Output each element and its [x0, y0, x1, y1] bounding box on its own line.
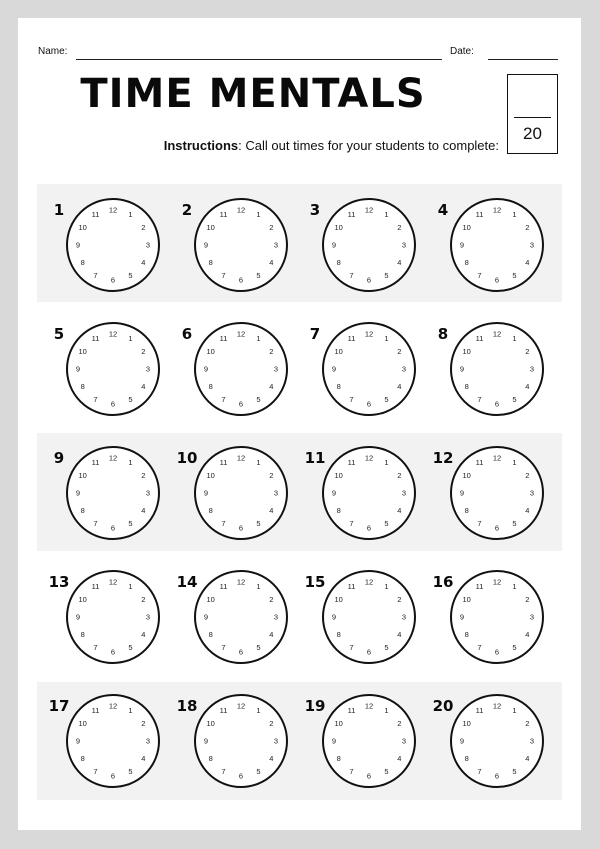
name-label: Name:	[38, 46, 68, 57]
clock-number: 11	[347, 334, 356, 344]
clock-number: 3	[401, 488, 407, 498]
clock-number: 2	[269, 595, 274, 604]
clock-number: 3	[529, 364, 535, 374]
clock-number: 4	[525, 630, 530, 639]
clock-number: 1	[384, 458, 389, 468]
clock-number: 9	[459, 736, 465, 746]
clock-number: 12	[492, 577, 502, 587]
clock-number: 8	[464, 258, 469, 267]
clock-number: 1	[128, 334, 133, 344]
clock-number: 6	[494, 523, 500, 533]
clock-number: 9	[203, 364, 209, 374]
clock-number: 9	[203, 240, 209, 250]
clock-number: 4	[141, 382, 146, 391]
clock-number: 10	[334, 347, 343, 356]
question-number: 16	[432, 573, 454, 591]
clock-number: 12	[236, 577, 246, 587]
clock-number: 5	[256, 394, 261, 404]
clock-number: 4	[141, 754, 146, 763]
clock-number: 3	[145, 240, 151, 250]
clock-number: 4	[397, 258, 402, 267]
clock-number: 8	[80, 754, 85, 763]
clock-number: 1	[512, 706, 517, 716]
clock-number: 7	[221, 518, 226, 528]
clock-number: 10	[78, 223, 87, 232]
clock-20[interactable]	[451, 695, 543, 787]
clock-11[interactable]	[323, 447, 415, 539]
clock-number: 4	[397, 382, 402, 391]
clock-number: 10	[78, 595, 87, 604]
clock-number: 7	[93, 394, 98, 404]
clock-number: 6	[238, 523, 244, 533]
question-number: 8	[437, 325, 449, 343]
clock-number: 10	[462, 223, 471, 232]
question-number: 9	[53, 449, 65, 467]
clock-number: 11	[91, 210, 100, 220]
clock-number: 10	[334, 223, 343, 232]
clock-number: 8	[208, 630, 213, 639]
clock-12[interactable]	[451, 447, 543, 539]
clock-number: 8	[464, 630, 469, 639]
clock-number: 11	[475, 334, 484, 344]
clock-number: 9	[459, 488, 465, 498]
clock-number: 3	[529, 736, 535, 746]
clock-number: 5	[128, 394, 133, 404]
clock-number: 5	[512, 642, 517, 652]
clock-number: 7	[93, 766, 98, 776]
question-number: 17	[48, 697, 70, 715]
clock-number: 10	[78, 719, 87, 728]
clock-number: 12	[108, 577, 118, 587]
clock-number: 7	[349, 518, 354, 528]
clock-number: 9	[459, 612, 465, 622]
clock-number: 5	[128, 766, 133, 776]
clock-number: 8	[336, 258, 341, 267]
clock-number: 8	[336, 754, 341, 763]
clock-3[interactable]	[323, 199, 415, 291]
clock-number: 9	[331, 240, 337, 250]
clock-number: 7	[349, 766, 354, 776]
clock-number: 4	[525, 754, 530, 763]
clock-number: 9	[203, 488, 209, 498]
clock-number: 8	[336, 506, 341, 515]
clock-number: 12	[108, 701, 118, 711]
clock-number: 11	[219, 210, 228, 220]
clock-number: 6	[494, 771, 500, 781]
clock-4[interactable]	[451, 199, 543, 291]
clock-number: 4	[269, 754, 274, 763]
clock-number: 8	[336, 630, 341, 639]
clock-number: 3	[145, 488, 151, 498]
clock-number: 12	[108, 453, 118, 463]
clock-number: 10	[78, 471, 87, 480]
clock-number: 11	[91, 458, 100, 468]
clock-number: 6	[110, 523, 116, 533]
page-title: TIME MENTALS	[80, 71, 426, 117]
clock-number: 11	[219, 458, 228, 468]
clock-number: 7	[477, 766, 482, 776]
clock-number: 12	[492, 453, 502, 463]
clock-number: 6	[238, 399, 244, 409]
clock-number: 12	[364, 701, 374, 711]
clock-number: 3	[529, 612, 535, 622]
question-number: 20	[432, 697, 454, 715]
clock-number: 5	[128, 642, 133, 652]
clock-number: 12	[364, 577, 374, 587]
clock-number: 1	[256, 210, 261, 220]
clock-number: 3	[273, 736, 279, 746]
clock-number: 1	[512, 210, 517, 220]
clock-number: 2	[397, 347, 402, 356]
clock-number: 7	[93, 270, 98, 280]
clock-number: 2	[397, 471, 402, 480]
clock-number: 3	[145, 612, 151, 622]
clock-number: 10	[334, 719, 343, 728]
clock-number: 1	[256, 582, 261, 592]
clock-16[interactable]	[451, 571, 543, 663]
clock-number: 5	[256, 642, 261, 652]
clock-number: 12	[236, 701, 246, 711]
clock-number: 8	[80, 382, 85, 391]
score-total: 20	[523, 124, 542, 143]
question-number: 1	[53, 201, 65, 219]
clock-number: 8	[80, 630, 85, 639]
clock-number: 9	[459, 240, 465, 250]
clock-number: 6	[366, 399, 372, 409]
clock-number: 2	[397, 223, 402, 232]
clock-number: 11	[219, 582, 228, 592]
clock-number: 5	[512, 394, 517, 404]
clock-number: 9	[75, 240, 81, 250]
clock-number: 3	[529, 240, 535, 250]
worksheet-page	[18, 18, 581, 830]
clock-number: 5	[256, 270, 261, 280]
clock-number: 3	[145, 364, 151, 374]
question-number: 18	[176, 697, 198, 715]
clock-number: 10	[206, 595, 215, 604]
clock-10[interactable]	[195, 447, 287, 539]
clock-number: 3	[273, 488, 279, 498]
clock-number: 7	[349, 394, 354, 404]
clock-15[interactable]	[323, 571, 415, 663]
clock-6[interactable]	[195, 323, 287, 415]
clock-number: 8	[464, 754, 469, 763]
clock-number: 1	[384, 210, 389, 220]
clock-number: 4	[397, 506, 402, 515]
clock-number: 12	[236, 453, 246, 463]
question-number: 13	[48, 573, 70, 591]
clock-number: 12	[236, 329, 246, 339]
clock-number: 7	[93, 518, 98, 528]
clock-number: 11	[91, 334, 100, 344]
clock-number: 12	[236, 205, 246, 215]
clock-number: 5	[384, 518, 389, 528]
clock-number: 9	[75, 488, 81, 498]
clock-number: 1	[512, 334, 517, 344]
clock-number: 10	[206, 347, 215, 356]
clock-number: 7	[221, 270, 226, 280]
clock-number: 5	[512, 270, 517, 280]
clock-number: 2	[141, 347, 146, 356]
clock-number: 7	[221, 394, 226, 404]
clock-number: 11	[475, 210, 484, 220]
clock-number: 4	[397, 754, 402, 763]
clock-number: 4	[269, 258, 274, 267]
clock-number: 1	[384, 706, 389, 716]
clock-17[interactable]	[67, 695, 159, 787]
date-label: Date:	[450, 46, 474, 57]
question-number: 5	[53, 325, 65, 343]
clock-number: 6	[366, 275, 372, 285]
clock-number: 1	[128, 706, 133, 716]
clock-number: 10	[78, 347, 87, 356]
clock-number: 4	[397, 630, 402, 639]
clock-number: 7	[221, 642, 226, 652]
clock-number: 11	[219, 334, 228, 344]
clock-number: 9	[203, 736, 209, 746]
clock-number: 6	[366, 771, 372, 781]
instructions-label: Instructions	[163, 138, 239, 153]
clock-number: 10	[334, 471, 343, 480]
clock-number: 4	[141, 506, 146, 515]
question-number: 14	[176, 573, 198, 591]
clock-number: 6	[494, 399, 500, 409]
clock-number: 3	[273, 612, 279, 622]
question-number: 2	[181, 201, 193, 219]
clock-8[interactable]	[451, 323, 543, 415]
clock-number: 1	[512, 458, 517, 468]
clock-number: 10	[462, 595, 471, 604]
clock-number: 8	[208, 754, 213, 763]
question-number: 10	[176, 449, 198, 467]
question-number: 3	[309, 201, 321, 219]
clock-number: 12	[492, 205, 502, 215]
clock-number: 12	[108, 205, 118, 215]
clock-number: 2	[525, 347, 530, 356]
clock-13[interactable]	[67, 571, 159, 663]
clock-number: 2	[269, 471, 274, 480]
clock-number: 11	[347, 210, 356, 220]
clock-number: 10	[206, 223, 215, 232]
clock-number: 8	[208, 382, 213, 391]
clock-number: 2	[525, 223, 530, 232]
clock-number: 6	[110, 275, 116, 285]
question-number: 12	[432, 449, 454, 467]
clock-number: 2	[141, 223, 146, 232]
question-number: 4	[437, 201, 449, 219]
clock-number: 2	[525, 595, 530, 604]
clock-2[interactable]	[195, 199, 287, 291]
clock-number: 7	[349, 270, 354, 280]
clock-number: 7	[477, 642, 482, 652]
clock-number: 5	[384, 766, 389, 776]
clock-number: 8	[80, 258, 85, 267]
clock-number: 7	[221, 766, 226, 776]
clock-number: 2	[525, 719, 530, 728]
clock-number: 5	[128, 270, 133, 280]
clock-number: 6	[366, 647, 372, 657]
clock-number: 6	[110, 399, 116, 409]
clock-number: 9	[75, 736, 81, 746]
clock-number: 1	[256, 334, 261, 344]
clock-number: 1	[128, 210, 133, 220]
clock-number: 11	[475, 582, 484, 592]
clock-number: 4	[141, 630, 146, 639]
clock-number: 5	[256, 766, 261, 776]
clock-number: 4	[269, 506, 274, 515]
clock-number: 5	[384, 270, 389, 280]
clock-number: 1	[256, 706, 261, 716]
clock-number: 7	[93, 642, 98, 652]
clock-number: 9	[459, 364, 465, 374]
clock-9[interactable]	[67, 447, 159, 539]
clock-number: 3	[273, 240, 279, 250]
clock-19[interactable]	[323, 695, 415, 787]
clock-number: 12	[492, 701, 502, 711]
clock-14[interactable]	[195, 571, 287, 663]
clock-number: 3	[145, 736, 151, 746]
clock-number: 11	[475, 706, 484, 716]
clock-number: 9	[75, 364, 81, 374]
clock-number: 7	[477, 394, 482, 404]
clock-number: 1	[512, 582, 517, 592]
question-number: 19	[304, 697, 326, 715]
clock-number: 12	[364, 205, 374, 215]
clock-number: 2	[397, 595, 402, 604]
clock-number: 3	[401, 736, 407, 746]
clock-number: 1	[384, 334, 389, 344]
question-number: 7	[309, 325, 321, 343]
clock-number: 4	[269, 630, 274, 639]
clock-number: 5	[384, 642, 389, 652]
clock-number: 11	[347, 458, 356, 468]
clock-number: 4	[525, 382, 530, 391]
clock-number: 6	[494, 275, 500, 285]
clock-number: 4	[525, 506, 530, 515]
clock-number: 3	[401, 240, 407, 250]
clock-number: 10	[206, 471, 215, 480]
clock-number: 10	[334, 595, 343, 604]
clock-number: 2	[397, 719, 402, 728]
clock-number: 1	[128, 582, 133, 592]
clock-number: 8	[464, 506, 469, 515]
clock-number: 9	[331, 364, 337, 374]
clock-number: 2	[269, 347, 274, 356]
clock-number: 9	[203, 612, 209, 622]
clock-number: 3	[273, 364, 279, 374]
clock-number: 4	[269, 382, 274, 391]
clock-number: 6	[366, 523, 372, 533]
clock-number: 5	[512, 766, 517, 776]
clock-number: 6	[238, 771, 244, 781]
clock-number: 11	[91, 706, 100, 716]
clock-number: 12	[364, 453, 374, 463]
question-number: 6	[181, 325, 193, 343]
clock-number: 9	[75, 612, 81, 622]
clock-number: 11	[347, 706, 356, 716]
clock-number: 3	[529, 488, 535, 498]
clock-number: 6	[238, 275, 244, 285]
clock-1[interactable]	[67, 199, 159, 291]
clock-number: 10	[462, 471, 471, 480]
clock-number: 10	[462, 347, 471, 356]
clock-number: 7	[349, 642, 354, 652]
clock-number: 4	[141, 258, 146, 267]
question-number: 15	[304, 573, 326, 591]
instructions-text: : Call out times for your students to complete:	[238, 138, 499, 153]
clock-number: 7	[477, 518, 482, 528]
clock-number: 9	[331, 488, 337, 498]
clock-number: 10	[206, 719, 215, 728]
clock-number: 6	[494, 647, 500, 657]
clock-number: 4	[525, 258, 530, 267]
clock-number: 8	[80, 506, 85, 515]
clock-number: 8	[208, 258, 213, 267]
clock-number: 11	[91, 582, 100, 592]
clock-number: 3	[401, 364, 407, 374]
clock-number: 5	[512, 518, 517, 528]
clock-number: 6	[110, 771, 116, 781]
clock-5[interactable]	[67, 323, 159, 415]
clock-number: 12	[492, 329, 502, 339]
clock-number: 5	[256, 518, 261, 528]
clock-7[interactable]	[323, 323, 415, 415]
clock-number: 5	[384, 394, 389, 404]
clock-number: 2	[141, 471, 146, 480]
clock-number: 3	[401, 612, 407, 622]
clock-number: 2	[269, 223, 274, 232]
clock-number: 9	[331, 736, 337, 746]
clock-number: 11	[475, 458, 484, 468]
clock-number: 5	[128, 518, 133, 528]
clock-number: 6	[238, 647, 244, 657]
clock-number: 1	[128, 458, 133, 468]
clock-number: 2	[141, 595, 146, 604]
clock-18[interactable]	[195, 695, 287, 787]
question-number: 11	[304, 449, 326, 467]
clock-number: 8	[208, 506, 213, 515]
clock-number: 1	[256, 458, 261, 468]
clock-number: 8	[464, 382, 469, 391]
clock-number: 11	[347, 582, 356, 592]
clock-number: 6	[110, 647, 116, 657]
clock-number: 1	[384, 582, 389, 592]
clock-number: 2	[141, 719, 146, 728]
clock-number: 2	[525, 471, 530, 480]
clock-number: 12	[108, 329, 118, 339]
clock-number: 10	[462, 719, 471, 728]
clock-number: 7	[477, 270, 482, 280]
clock-number: 8	[336, 382, 341, 391]
clock-number: 9	[331, 612, 337, 622]
clock-number: 12	[364, 329, 374, 339]
clock-number: 11	[219, 706, 228, 716]
clock-number: 2	[269, 719, 274, 728]
